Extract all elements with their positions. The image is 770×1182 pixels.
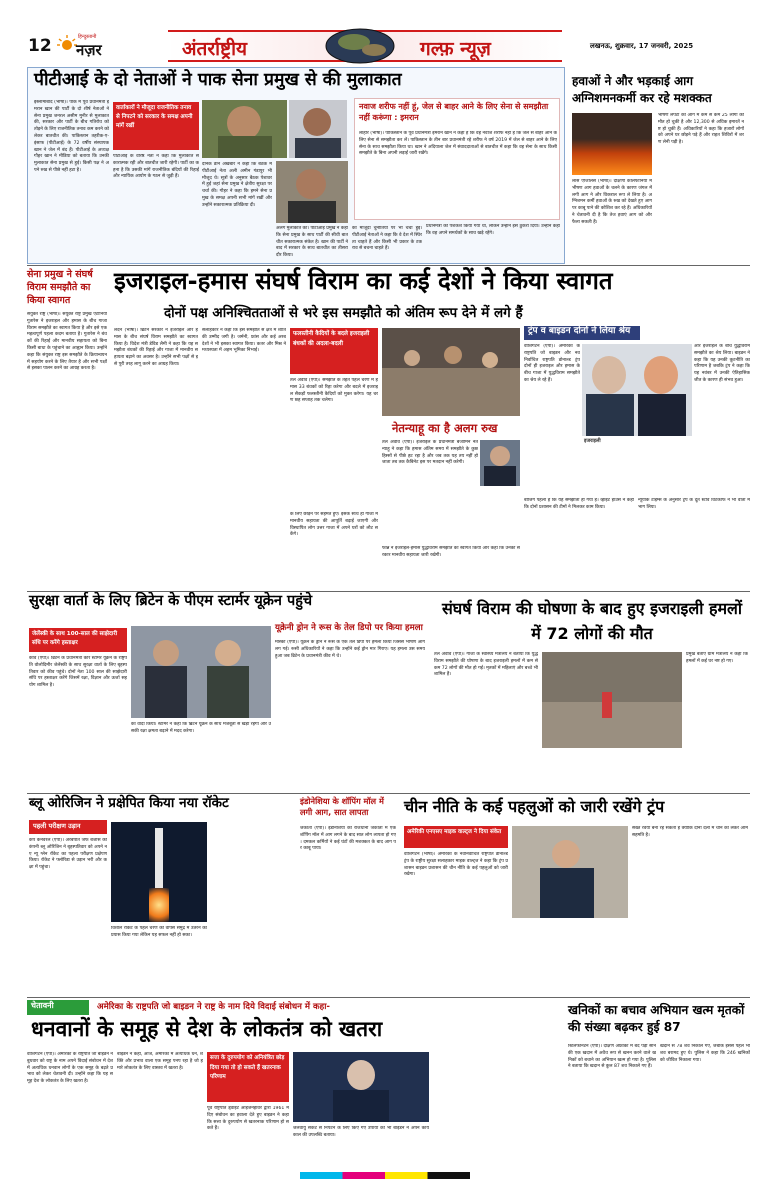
sun-logo-icon — [56, 34, 78, 52]
army-chief-column: संयुक्त राष्ट्र (भाषा)। संयुक्त राष्ट्र प्रमुख एंटोनियो गुतारेस ने इजराइल और हमास के बीच गाजा विराम समझौते का स्वागत किया है और इसे एक महत्वपूर्ण पहला कदम बताया है। गुतारेस ने बंधकों की रिहाई और मानवीय सहायता को बिना किसी बाधा के पहुंचाने का आह्वान किया। उन्होंने कहा कि संयुक्त राष्ट्र इस समझौते के क्रियान्वयन में सहयोग करने के लिए तैयार है और सभी पक्षों से इसका पालन करने का आग्रह करता है। — [27, 312, 107, 372]
pti-sidebar-head: वार्ताकारों ने मौजूदा राजनीतिक तनाव से निपटने को सरकार के समक्ष अपनी मांगें रखीं — [113, 102, 199, 150]
nawaz-subbox — [354, 98, 560, 220]
strike-headline: संघर्ष विराम की घोषणा के बाद हुए इजराइली हमलों में 72 लोगों की मौत — [441, 599, 743, 643]
starmer-photo — [131, 626, 271, 718]
china-column-2: सख्त रवैया बना रह सकता है क्योंकि दोनों दलों में चीन को लेकर आम सहमति है। — [632, 826, 748, 838]
biden-trump-photo — [582, 344, 692, 436]
fire-story — [570, 67, 746, 264]
drone-column: मास्को (एपी)। यूक्रेन के ड्रोन ने रूस के एक तेल डिपो पर हमला किया जिससे भीषण आग लग गई। रूसी अधिकारियों ने कहा कि उन्होंने कई ड्रोन मार गिराए। यह हमला उस समय हुआ जब ब्रिटेन के प्रधानमंत्री कीव में थे। — [275, 640, 425, 659]
divider-rule-2 — [27, 591, 750, 592]
fire-column-2: भीषण लपटों की आग में कम से कम 25 लोगों की मौत हो चुकी है और 12,300 से अधिक इमारतें नष्ट हो चुकी हैं। अधिकारियों ने कहा कि हजारों लोगों को अपने घर छोड़ने पड़े हैं और राहत शिविरों में शरण लेनी पड़ी है। — [658, 113, 744, 146]
indonesia-headline: इंडोनेशिया के शॉपिंग मॉल में लगी आग, सात लापता — [300, 796, 384, 817]
pti-column-5: की मौजूदा चुनौतियों पर भी चर्चा हुई। पीटीआई नेताओं ने कहा कि वे देश में स्थिरता चाहते हैं और किसी भी प्रकार के टकराव से बचना चाहते हैं। — [352, 226, 422, 252]
biden-headline: धनवानों के समूह से देश के लोकतंत्र को खतरा — [31, 1017, 383, 1041]
biden-column-2: बाइडन ने कहा, आज, अमेरिका में अत्यधिक धन, शक्ति और प्रभाव वाला एक समूह पनप रहा है जो हमारे लोकतंत्र के लिए वास्तव में खतरा है। — [117, 1052, 203, 1071]
nawaz-column-2: प्रधानमंत्री को पेशकश किया गया था, लेकिन उन्होंने इसे ठुकरा दिया। उन्होंने कहा कि वह अपने समर्थकों के साथ खड़े रहेंगे। — [426, 224, 560, 236]
blue-origin-story — [27, 796, 297, 996]
fire-photo — [572, 113, 652, 175]
biden-sidebar-head: सत्ता के दुरुपयोग को अनियंत्रित छोड़ दिया गया तो हो सकते हैं खतरनाक परिणाम — [207, 1052, 289, 1102]
ceasefire-story — [110, 268, 750, 590]
pti-lead-column: इस्लामाबाद (भाषा)। पाक में पूर्व प्रधानमंत्री इमरान खान की पार्टी के दो शीर्ष नेताओं ने सेना प्रमुख जनरल असीम मुनीर से मुलाकात की, सरकार और पार्टी के बीच गतिरोध को तोड़ने के लिए राजनीतिक तनाव कम करने को लेकर बातचीत की। पाकिस्तान तहरीक-ए-इंसाफ (पीटीआई) के 72 वर्षीय संस्थापक खान ने जेल में बंद हैं। पीटीआई के अध्यक्ष गौहर खान ने मीडिया को बताया कि उनकी मुलाकात सेना प्रमुख से हुई। किसी पक्ष ने अपने रुख से पीछे नहीं हटा है। — [34, 100, 109, 173]
starmer-column: कीव (एपी)। ब्रिटेन के प्रधानमंत्री कीर स्टार्मर यूक्रेन के राष्ट्रपति वोलोदिमीर जेलेंस्की के साथ सुरक्षा वार्ता के लिए बृहस्पतिवार को कीव पहुंचे। दोनों नेता 100 साल की साझेदारी संधि पर हस्ताक्षर करेंगे जिसमें रक्षा, विज्ञान और ऊर्जा सहयोग शामिल है। — [29, 656, 127, 689]
blue-origin-sidebar-head: पहली परीक्षण उड़ान — [29, 820, 107, 834]
trump-column-3: बीजिंग पहला है कि यह समझौता हो गया है। व्हाइट हाउस ने कहा कि दोनों प्रशासन की टीमों ने मिलकर काम किया। — [524, 498, 634, 510]
drone-box — [275, 624, 425, 790]
divider-rule-4 — [27, 997, 750, 998]
masthead — [0, 0, 770, 66]
strike-photo — [542, 652, 682, 748]
army-chief-story — [27, 268, 107, 588]
trump-column-4: न्यूयॉर्क टाइम्स के अनुसार ट्रंप के दूत स्टीव विटकॉफ ने भी वार्ता में भाग लिया। — [638, 498, 750, 510]
prisoner-swap-column-2: के लिए छोड़ने पर सहमत हुए। इसके साथ ही गाजा में मानवीय सहायता की आपूर्ति बढ़ाई जाएगी और विस्थापित लोग उत्तर गाजा में अपने घरों को लौट सकेंगे। — [290, 512, 378, 538]
mine-story — [568, 1000, 750, 1170]
biden-photo — [293, 1052, 429, 1122]
warning-label: चेतावनी — [31, 1001, 54, 1010]
biden-story — [27, 1000, 563, 1170]
mine-column-1: स्टिलफोनटेन (एपी)। दक्षिण अफ्रीका में बंद पड़ी सोने की एक खदान में अवैध रूप से खनन करने वाले खनिकों को बचाने का अभियान खत्म हो गया है। पुलिस ने बताया कि खदान से कुल 87 शव निकाले गए हैं। — [568, 1044, 656, 1070]
ceasefire-column-1: लंदन (भाषा)। ब्रिटेन सरकार ने इजराइल और हमास के बीच संघर्ष विराम समझौते का स्वागत किया है। विदेश मंत्री डेविड लैमी ने कहा कि यह समझौता बंधकों की रिहाई और गाजा में मानवीय सहायता बढ़ाने का अवसर है। उन्होंने सभी पक्षों से इसे पूरी तरह लागू करने का आग्रह किया। — [114, 328, 198, 367]
netanyahu-headline: नेतन्याहू का है अलग रुख — [392, 421, 498, 435]
netanyahu-box — [382, 422, 520, 584]
logo-main-text: नज़र — [76, 41, 102, 59]
nawaz-headline: नवाज शरीफ नहीं हूं, जेल से बाहर आने के लिए सेना से समझौता नहीं करूंगा : इमरान — [359, 102, 549, 122]
fire-headline: हवाओं ने और भड़काई आग अग्निशमनकर्मी कर रहे मशक्कत — [572, 74, 712, 105]
globe-icon — [324, 28, 396, 64]
divider-rule-3 — [27, 793, 750, 794]
blue-origin-headline: ब्लू ओरिजिन ने प्रक्षेपित किया नया रॉकेट — [29, 795, 229, 811]
starmer-story — [27, 594, 425, 792]
trump-column-2: और इजराइल के बीच युद्धविराम समझौते का श्रेय लिया। बाइडन ने कहा कि यह उनकी कूटनीति का परिणाम है जबकि ट्रंप ने कहा कि यह नवंबर में उनकी ऐतिहासिक जीत के कारण ही संभव हुआ। — [694, 344, 750, 383]
blue-origin-column-2: विशाल रॉकेट के पहले चरण को वापस समुद्र में उतरने का प्रयास किया गया लेकिन यह सफल नहीं हो सका। — [111, 926, 207, 938]
biden-column-4: जलवायु संकट से निपटने के लिए किए गए उपायों को भी बाइडन ने अपने कार्यकाल की उपलब्धि बताया। — [293, 1126, 429, 1138]
starmer-sidebar-head: जेलेंस्की के साथ 100-साल की साझेदारी संधि पर करेंगे हस्ताक्षर — [29, 628, 127, 652]
nawaz-column: लाहौर (भाषा)। पाकिस्तान के पूर्व प्रधानमंत्री इमरान खान ने कहा है कि वह नवाज शरीफ नहीं हैं कि जेल से बाहर आने के लिए सेना से समझौता कर लें। पाकिस्तान के तीन बार प्रधानमंत्री रहे शरीफ ने वर्ष 2019 में जेल से बाहर आने के लिए सेना के साथ समझौता किया था। खान ने अदियाला जेल में संवाददाताओं से बातचीत में कहा कि वह सेना के साथ किसी समझौते के बिना अपनी लड़ाई जारी रखेंगे। — [359, 131, 557, 157]
ceasefire-column-2: सलाहकार ने कहा कि इस समझौते से क्षेत्र में शांति की उम्मीद जगी है। जर्मनी, फ्रांस और कई अरब देशों ने भी इसका स्वागत किया। कतर और मिस्र ने मध्यस्थता में अहम भूमिका निभाई। — [202, 328, 286, 354]
starmer-column-2: का वादा किया। स्टार्मर ने कहा कि ब्रिटेन यूक्रेन के साथ मजबूती से खड़ा रहेगा और उसकी रक्षा क्षमता बढ़ाने में मदद करेगा। — [131, 722, 271, 734]
pti-photo-imran — [276, 161, 348, 223]
fire-column-1: लॉस एंजिलिस (भाषा)। दक्षिणी कैलिफोर्निया में भीषण आग हवाओं के चलने के कारण जंगल में लगी आग ने और विकराल रूप ले लिया है। अग्निशमन कर्मी हवाओं के रुख को देखते हुए आग पर काबू पाने की कोशिश कर रहे हैं। अधिकारियों ने चेतावनी दी है कि तेज हवाएं आग को और फैला सकती हैं। — [572, 179, 652, 225]
trump-credit-headline: ट्रंप व बाइडन दोनों ने लिया श्रेय — [528, 326, 631, 336]
netanyahu-column-2: फीन्ने ने इजराइल-हमास युद्धविराम समझौते का स्वागत किया और कहा कि उनकी सरकार मानवीय सहायता जारी रखेगी। — [382, 546, 520, 558]
drone-headline: यूक्रेनी ड्रोन ने रूस के तेल डिपो पर किया हमला — [275, 623, 423, 633]
pti-story — [27, 67, 565, 264]
biden-column-3: पूर्व राष्ट्रपति ड्वाइट आइजनहावर द्वारा 1961 में दिए संबोधन का हवाला देते हुए बाइडन ने कहा कि सत्ता के दुरुपयोग से खतरनाक परिणाम हो सकते हैं। — [207, 1106, 289, 1132]
pti-photo-leader — [289, 100, 347, 158]
china-story — [400, 796, 750, 996]
netanyahu-photo — [480, 440, 520, 486]
prisoner-swap-column: तेल अवीव (एपी)। समझौते के तहत पहले चरण में हमास 33 बंधकों को रिहा करेगा और बदले में इजराइल सैकड़ों फलस्तीनी कैदियों को मुक्त करेगा। यह चरण छह सप्ताह तक चलेगा। — [290, 378, 378, 404]
trump-credit-box — [524, 326, 750, 584]
pti-headline: पीटीआई के दो नेताओं ने पाक सेना प्रमुख से की मुलाकात — [34, 70, 402, 90]
pti-photo-general — [202, 100, 287, 158]
china-sidebar-head: अमेरिकी एनएसए माइक वाल्ट्ज ने दिया संकेत — [404, 826, 508, 848]
blue-origin-column: केप केनेवरल (एपी)। अरबपति जेफ बेजोस की कंपनी ब्लू ओरिजिन ने बृहस्पतिवार को अपने नए न्यू ग्लेन रॉकेट का पहला परीक्षण प्रक्षेपण किया। रॉकेट ने फ्लोरिडा से उड़ान भरी और कक्षा में पहुंचा। — [29, 838, 107, 871]
section-title-left: अंतर्राष्ट्रीय — [182, 38, 248, 60]
biden-column-1: वाशिंगटन (एपी)। अमेरिका के राष्ट्रपति जो बाइडन ने बुधवार को राष्ट्र के नाम अपने विदाई संबोधन में देश में अत्यधिक धनवान लोगों के एक समूह के बढ़ते प्रभाव को लेकर चेतावनी दी। उन्होंने कहा कि यह समूह देश के लोकतंत्र के लिए खतरा है। — [27, 1052, 113, 1085]
china-column: वाशिंगटन (भाषा)। अमेरिका के नवनिर्वाचित राष्ट्रपति डोनाल्ड ट्रंप के राष्ट्रीय सुरक्षा सलाहकार माइक वाल्ट्ज ने कहा कि ट्रंप प्रशासन बाइडन प्रशासन की चीन नीति के कई पहलुओं को जारी रखेगा। — [404, 852, 508, 878]
waltz-photo — [512, 826, 628, 918]
dateline: लखनऊ, शुक्रवार, 17 जनवरी, 2025 — [590, 42, 694, 50]
color-registration-bar — [300, 1172, 470, 1179]
ceasefire-subhead: दोनों पक्ष अनिश्चितताओं से भरे इस समझौते को अंतिम रूप देने में लगे हैं — [164, 305, 523, 321]
pti-column-3: दैनिक डॉन अखबार ने कहा कि बैठक में पीटीआई नेता अली अमीन गंडापुर भी मौजूद थे। सूत्रों के अनुसार बैठक पेशावर में हुई जहां सेना प्रमुख ने क्षेत्रीय सुरक्षा पर चर्चा की। गौहर ने कहा कि हमने सेना प्रमुख के समक्ष अपनी सभी मांगें रखीं और उन्होंने सकारात्मक प्रतिक्रिया दी। — [202, 162, 272, 208]
page-number: 12 — [28, 36, 52, 56]
indonesia-column: जकार्ता (एपी)। इंडोनेशिया की राजधानी जकार्ता में एक शॉपिंग मॉल में आग लगने के बाद सात लोग लापता हो गए। दमकल कर्मियों ने कई घंटों की मशक्कत के बाद आग पर काबू पाया। — [300, 826, 396, 852]
indonesia-story — [300, 796, 396, 996]
netanyahu-column: तेल अवीव (एपी)। इजराइल के प्रधानमंत्री बेंजामिन नेतन्याहू ने कहा कि हमास अंतिम समय में समझौते के कुछ हिस्सों से पीछे हट रहा है और जब तक यह तय नहीं हो जाता तब तक कैबिनेट इस पर मतदान नहीं करेगी। — [382, 440, 478, 466]
section-banner — [168, 30, 562, 62]
trump-column-1: वाशिंगटन (एपी)। अमेरिका के राष्ट्रपति जो बाइडन और नवनिर्वाचित राष्ट्रपति डोनाल्ड ट्रंप दोनों ही इजराइल और हमास के बीच गाजा में युद्धविराम समझौते का श्रेय ले रहे हैं। — [524, 344, 580, 383]
strike-column-2: प्रमुख बताएं ग्राम मंत्रालय ने कहा कि हमलों में कई घर नष्ट हो गए। — [686, 652, 748, 664]
china-headline: चीन नीति के कई पहलुओं को जारी रखेंगे ट्रंप — [404, 797, 665, 816]
strike-story — [430, 594, 750, 792]
pti-column-4: अलग मुलाकात की। पीटीआई प्रमुख ने कहा कि सेना प्रमुख के साथ पार्टी की सीधी बातचीत सकारात्मक संकेत है। खान की पार्टी ने बाद में सरकार के साथ बातचीत का तीसरा दौर किया। — [276, 226, 348, 259]
mine-column-2: खदान से 78 शव निकाले गए, जबकि इससे पहले भी शव बरामद हुए थे। पुलिस ने कहा कि 246 खनिकों को जीवित निकाला गया। — [660, 1044, 750, 1063]
biden-kicker: अमेरिका के राष्ट्रपति जो बाइडन ने राष्ट्र के नाम दिये विदाई संबोधन में कहा- — [97, 1002, 330, 1012]
prisoner-swap-head: फलस्तीनी कैदियों के बदले इजराइली बंधकों की अदला-बदली — [290, 328, 378, 374]
logo-top-text: हिन्दुस्तानी — [78, 34, 97, 40]
rocket-photo — [111, 822, 207, 922]
mine-headline: खनिकों का बचाव अभियान खत्म मृतकों की संख्या बढ़कर हुई 87 — [568, 1003, 745, 1034]
army-chief-headline: सेना प्रमुख ने संघर्ष विराम समझौते का किया स्वागत — [27, 269, 93, 306]
strike-column-1: तेल अवीव (एपी)। गाजा के स्वास्थ्य मंत्रालय ने बताया कि युद्धविराम समझौते की घोषणा के बाद इजराइली हमलों में कम से कम 72 लोगों की मौत हो गई। मृतकों में महिलाएं और बच्चे भी शामिल हैं। — [434, 652, 538, 678]
trump-photo-caption: इजराइली — [584, 438, 601, 444]
section-title-right: गल्फ़ न्यूज़ — [420, 38, 491, 60]
divider-rule-1 — [27, 265, 750, 266]
starmer-headline: सुरक्षा वार्ता के लिए ब्रिटेन के पीएम स्टार्मर यूक्रेन पहुंचे — [29, 593, 313, 609]
ceasefire-crowd-photo — [382, 328, 520, 416]
ceasefire-headline: इजराइल-हमास संघर्ष विराम का कई देशों ने किया स्वागत — [114, 267, 613, 295]
pti-sidebar-column: पीटीआई के वरिष्ठ नेता ने कहा कि मुलाकात सकारात्मक रही और बातचीत जारी रहेगी। पार्टी का कहना है कि उसकी मांगें राजनीतिक बंदियों की रिहाई और न्यायिक आयोग के गठन से जुड़ी हैं। — [113, 154, 199, 180]
